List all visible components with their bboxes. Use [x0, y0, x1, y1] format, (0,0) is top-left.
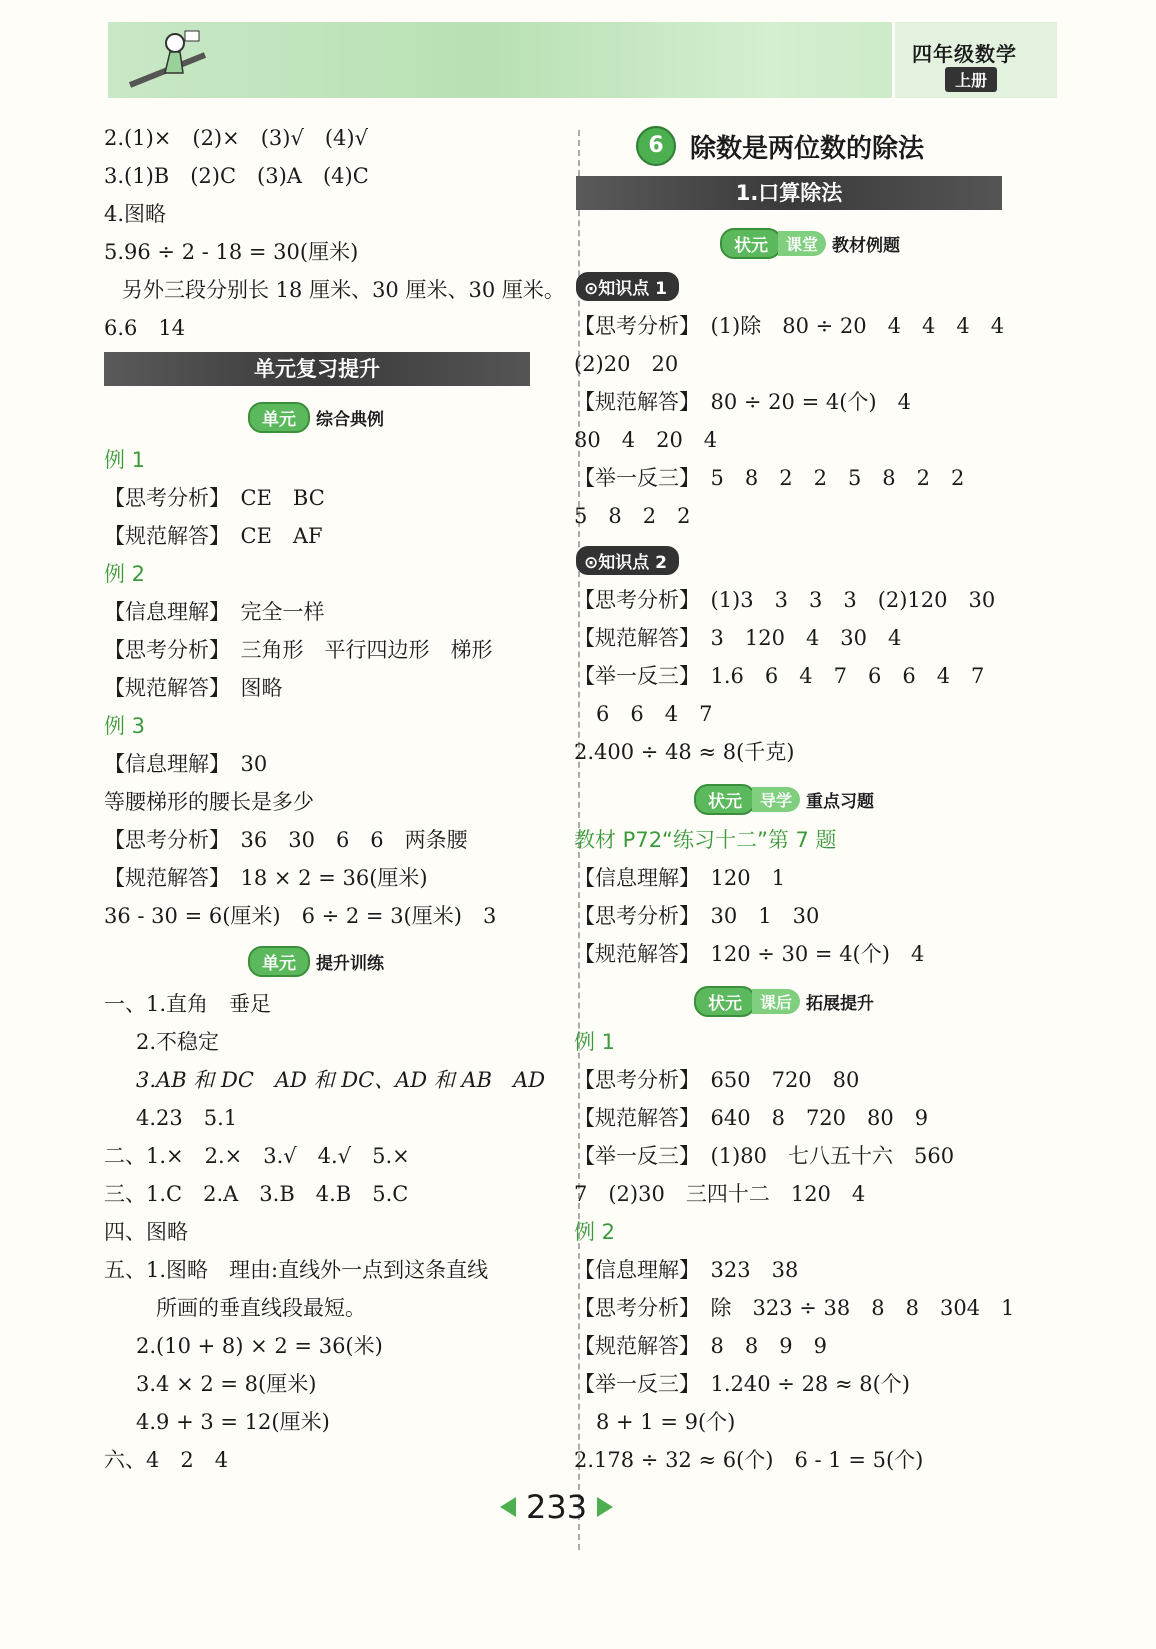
next-page-arrow-icon — [597, 1497, 613, 1517]
answer-line: 5 8 2 2 — [574, 504, 691, 528]
example-label: 例 2 — [574, 1220, 616, 1244]
answer-line: 7 (2)30 三四十二 120 4 — [574, 1182, 866, 1206]
chapter-heading — [636, 126, 924, 166]
answer-line: 【举一反三】 5 8 2 2 5 8 2 2 — [574, 466, 965, 490]
previous-page-arrow-icon — [500, 1497, 516, 1517]
answer-line: 2.(1)× (2)× (3)√ (4)√ — [104, 126, 368, 150]
chapter-title: 除数是两位数的除法 — [690, 133, 925, 164]
volume-badge: 上册 — [945, 67, 997, 92]
page-number: 233 — [526, 1488, 588, 1526]
tag-text: 重点习题 — [806, 792, 875, 812]
student-on-pencil-illustration — [125, 25, 235, 95]
answer-line: 3.4 × 2 = 8(厘米) — [136, 1372, 317, 1396]
tag-pill: 状元 — [694, 986, 756, 1017]
tag-extension — [694, 986, 874, 1017]
tag-key-exercises — [694, 784, 874, 815]
answer-line: 36 - 30 = 6(厘米) 6 ÷ 2 = 3(厘米) 3 — [104, 904, 497, 928]
answer-line: 8 + 1 = 9(个) — [596, 1410, 736, 1434]
textbook-reference: 教材 P72“练习十二”第 7 题 — [574, 828, 837, 852]
tag-pill-secondary: 导学 — [752, 787, 800, 812]
example-label: 例 1 — [104, 448, 146, 472]
answer-line: 等腰梯形的腰长是多少 — [104, 790, 314, 814]
answer-line: 【规范解答】 CE AF — [104, 524, 323, 548]
knowledge-point-badge: ⊙知识点 1 — [576, 272, 679, 301]
answer-line: 2.不稳定 — [136, 1030, 220, 1054]
tag-text: 拓展提升 — [806, 994, 875, 1014]
tag-unit-examples — [248, 402, 384, 433]
answer-line: 4.23 5.1 — [136, 1106, 238, 1130]
answer-line: 【信息理解】 120 1 — [574, 866, 785, 890]
answer-line: 2.178 ÷ 32 ≈ 6(个) 6 - 1 = 5(个) — [574, 1448, 924, 1472]
answer-line: 4.9 + 3 = 12(厘米) — [136, 1410, 330, 1434]
tag-pill: 状元 — [694, 784, 756, 815]
chapter-number: 6 — [636, 126, 676, 166]
answer-line: 一、1.直角 垂足 — [104, 992, 272, 1016]
answer-line: 另外三段分别长 18 厘米、30 厘米、30 厘米。 — [122, 278, 565, 302]
answer-line: 【规范解答】 3 120 4 30 4 — [574, 626, 902, 650]
answer-line: 4.图略 — [104, 202, 167, 226]
tag-text: 教材例题 — [832, 236, 901, 256]
answer-line: 六、4 2 4 — [104, 1448, 229, 1472]
answer-line: 【信息理解】 30 — [104, 752, 268, 776]
answer-line: 二、1.× 2.× 3.√ 4.√ 5.× — [104, 1144, 410, 1168]
answer-line: 【思考分析】 30 1 30 — [574, 904, 820, 928]
tag-unit-training — [248, 946, 384, 977]
answer-line: 【规范解答】 120 ÷ 30 = 4(个) 4 — [574, 942, 925, 966]
answer-line: 【规范解答】 图略 — [104, 676, 283, 700]
tag-text: 综合典例 — [316, 410, 384, 430]
answer-line: 【思考分析】 除 323 ÷ 38 8 8 304 1 — [574, 1296, 1015, 1320]
tag-textbook-examples — [720, 228, 900, 259]
answer-line: 3.AB 和 DC AD 和 DC、AD 和 AB AD — [136, 1068, 546, 1092]
answer-line: 【规范解答】 18 × 2 = 36(厘米) — [104, 866, 428, 890]
answer-line: (2)20 20 — [574, 352, 679, 376]
answer-line: 3.(1)B (2)C (3)A (4)C — [104, 164, 369, 188]
answer-line: 【信息理解】 323 38 — [574, 1258, 799, 1282]
answer-line: 2.(10 + 8) × 2 = 36(米) — [136, 1334, 383, 1358]
knowledge-point-badge: ⊙知识点 2 — [576, 546, 679, 575]
answer-line: 【规范解答】 80 ÷ 20 = 4(个) 4 — [574, 390, 911, 414]
answer-line: 所画的垂直线段最短。 — [156, 1296, 366, 1320]
example-label: 例 3 — [104, 714, 146, 738]
answer-line: 【思考分析】 (1)3 3 3 3 (2)120 30 — [574, 588, 996, 612]
subject-label: 四年级数学 — [912, 42, 1017, 66]
answer-line: 【规范解答】 8 8 9 9 — [574, 1334, 827, 1358]
answer-line: 5.96 ÷ 2 - 18 = 30(厘米) — [104, 240, 359, 264]
answer-line: 80 4 20 4 — [574, 428, 718, 452]
answer-line: 【思考分析】 650 720 80 — [574, 1068, 860, 1092]
tag-pill-secondary: 课后 — [752, 989, 800, 1014]
answer-line: 【信息理解】 完全一样 — [104, 600, 325, 624]
example-label: 例 1 — [574, 1030, 616, 1054]
example-label: 例 2 — [104, 562, 146, 586]
tag-pill: 单元 — [248, 402, 310, 433]
answer-line: 6.6 14 — [104, 316, 186, 340]
answer-line: 【思考分析】 CE BC — [104, 486, 325, 510]
answer-line: 五、1.图略 理由:直线外一点到这条直线 — [104, 1258, 489, 1282]
answer-line: 2.400 ÷ 48 ≈ 8(千克) — [574, 740, 795, 764]
answer-line: 【举一反三】 (1)80 七八五十六 560 — [574, 1144, 955, 1168]
answer-line: 【举一反三】 1.6 6 4 7 6 6 4 7 — [574, 664, 985, 688]
section-bar-oral-division: 1.口算除法 — [576, 176, 1002, 210]
answer-line: 【思考分析】 (1)除 80 ÷ 20 4 4 4 4 — [574, 314, 1005, 338]
answer-line: 6 6 4 7 — [596, 702, 713, 726]
page-footer — [500, 1488, 613, 1526]
tag-pill: 状元 — [720, 228, 782, 259]
tag-pill-secondary: 课堂 — [778, 231, 826, 256]
answer-line: 【规范解答】 640 8 720 80 9 — [574, 1106, 929, 1130]
answer-line: 四、图略 — [104, 1220, 188, 1244]
tag-text: 提升训练 — [316, 954, 384, 974]
section-bar-unit-review: 单元复习提升 — [104, 352, 530, 386]
answer-line: 【举一反三】 1.240 ÷ 28 ≈ 8(个) — [574, 1372, 910, 1396]
answer-line: 【思考分析】 三角形 平行四边形 梯形 — [104, 638, 493, 662]
answer-line: 【思考分析】 36 30 6 6 两条腰 — [104, 828, 468, 852]
tag-pill: 单元 — [248, 946, 310, 977]
answer-line: 三、1.C 2.A 3.B 4.B 5.C — [104, 1182, 409, 1206]
